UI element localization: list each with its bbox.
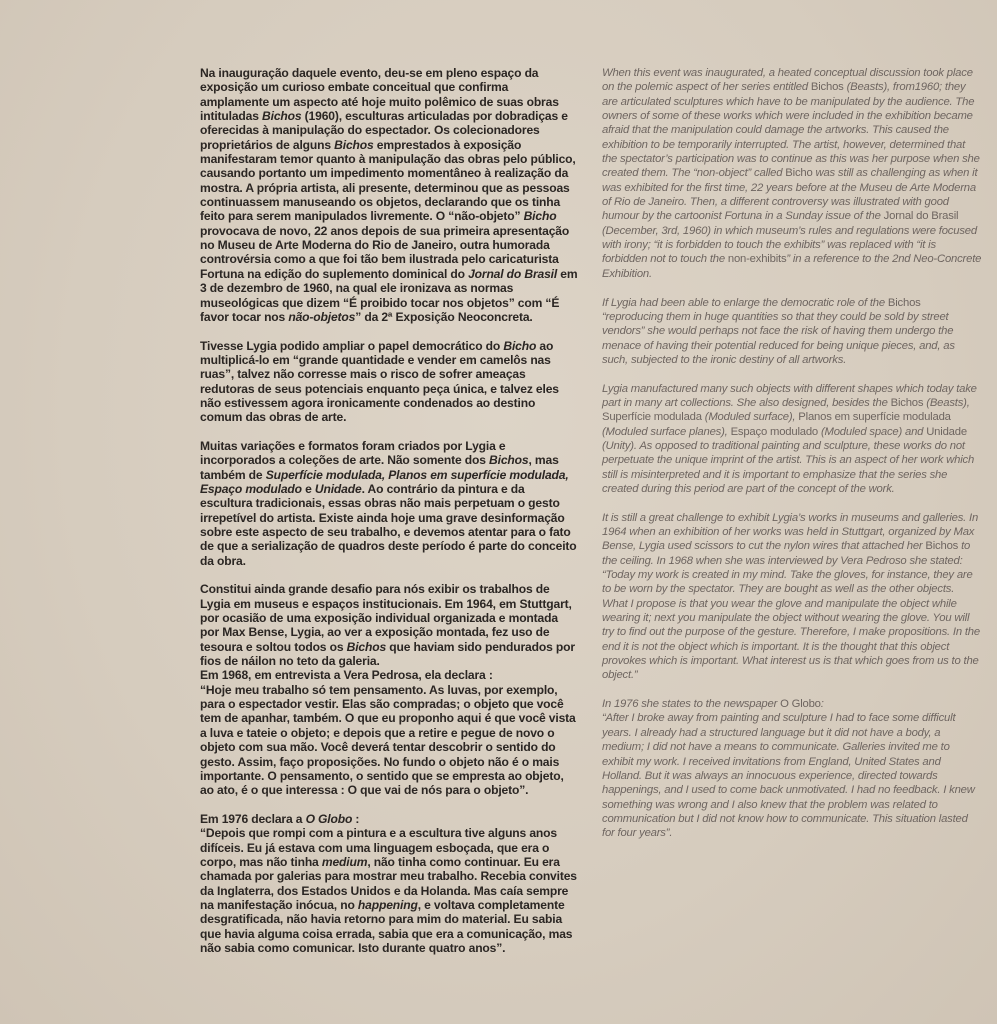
- text-run: . Ao contrário da pintura e da escultura tradicionais, essas obras não mais perpetuam o gesto irrepetível do artista. Existe ainda hoje uma grave desinformação sobre este aspecto de seu trabalho, e devemos atentar para o fato de que a serialização de quadros deste período é parte do conceito da obra.: [200, 481, 577, 568]
- text-run: If Lygia had been able to enlarge the democratic role of the: [602, 296, 888, 309]
- text-run: ao multiplicá-lo em “grande quantidade e vender em camelôs nas ruas”, talvez não corresse mais o risco de sofrer ameaças redutoras de seus potenciais enquanto peça única, e talvez eles não estivessem agora ironicamente condenados ao destino comum das obras de arte.: [200, 338, 559, 425]
- text-run: It is still a great challenge to exhibit Lygia’s works in museums and galleries. In 1964 when an exhibition of her works was held in Stuttgart, organized by Max Bense, Lygia used scissors to cut the nylon wires that attached her: [602, 511, 979, 553]
- italic-term: não-objetos: [288, 309, 356, 324]
- italic-term: Jornal do Brasil: [468, 266, 558, 281]
- pt-paragraph-2: [200, 339, 578, 425]
- italic-term: Bichos: [262, 109, 302, 124]
- text-run: (Moduled surface planes),: [602, 425, 731, 438]
- pt-paragraph-7: [200, 812, 578, 826]
- text-run: (Beasts), from1960; they are articulated sculptures which have to be manipulated by the audience. The owners of some of these works which were included in the exhibition became afraid that the manipulation could damage the artworks. This caused the exhibition to be temporarily interrupted. The artist, however, determined that the spectator’s participation was to continue as this was her purpose when she created them. The “non-object” called: [602, 81, 980, 180]
- roman-term: non-exhibits: [727, 253, 787, 266]
- en-paragraph-1: [602, 66, 982, 281]
- text-run: , e voltava completamente desgratificada, não havia retorno para mim do material. Eu sabia que havia alguma coisa errada, sabia que era a comunicação, mas não sabia como comunicar. Isto durante quatro anos”.: [200, 897, 573, 955]
- roman-term: Unidade: [926, 425, 967, 438]
- text-run: Na inauguração daquele evento, deu-se em pleno espaço da exposição um curioso embate conceitual que confirma amplamente um aspecto até hoje muito polêmico de suas obras intituladas: [200, 66, 559, 124]
- roman-term: O Globo: [780, 698, 821, 711]
- text-run: em 3 de dezembro de 1960, na qual ele ironizava as normas museológicas que dizem “É proibido tocar nos objetos” com “É favor tocar nos: [200, 266, 578, 324]
- italic-term: Bicho: [523, 209, 557, 224]
- text-run: que haviam sido pendurados por fios de náilon no teto da galeria.: [200, 639, 575, 669]
- text-run: Constitui ainda grande desafio para nós exibir os trabalhos de Lygia em museus e espaços institucionais. Em 1964, em Stuttgart, por ocasião de uma exposição individual organizada e montada por Max Bense, Lygia, ao ver a exposição montada, fez uso de tesoura e soltou todos os: [200, 582, 572, 654]
- text-run: (Moduled space) and: [818, 425, 927, 438]
- text-run: Tivesse Lygia podido ampliar o papel democrático do: [200, 338, 504, 353]
- italic-term: Bicho: [503, 338, 537, 353]
- pt-paragraph-1: [200, 66, 578, 324]
- en-paragraph-2: [602, 296, 982, 368]
- roman-term: Bichos: [925, 540, 959, 553]
- pt-paragraph-3: [200, 439, 578, 568]
- pt-paragraph-5: Em 1968, em entrevista a Vera Pedrosa, ela declara :: [200, 668, 493, 683]
- roman-term: Jornal do Brasil: [883, 210, 959, 223]
- text-run: :: [820, 698, 824, 711]
- pt-quote-1976: [200, 826, 578, 955]
- italic-term: Bichos: [489, 453, 529, 468]
- portuguese-text-column: [200, 66, 578, 970]
- text-run: Muitas variações e formatos foram criados por Lygia e incorporados a coleções de arte. Não somente dos: [200, 438, 506, 468]
- text-run: ” da 2ª Exposição Neoconcreta.: [355, 309, 533, 324]
- italic-term: medium: [321, 854, 368, 869]
- roman-term: Bichos: [810, 81, 844, 94]
- en-quote-1976: “After I broke away from painting and sculpture I had to face some difficult years. I already had a structured language but it did not have a body, a medium; I did not have a means to communicate. Galleries invited me to exhibit my work. I received invitations from England, United States and Holland. But it was always an innocuous experience, directed towards happenings, and I used to come back unmotivated. I had no feedback. I knew something was wrong and I also knew that the problem was related to communication but I did not know how to communicate. This situation lasted for four years”.: [602, 712, 975, 840]
- text-run: Lygia manufactured many such objects with different shapes which today take part in many art collections. She also designed, besides the: [602, 382, 977, 409]
- text-run: “Depois que rompi com a pintura e a escultura tive alguns anos difíceis. Eu já estava com uma linguagem esboçada, que era o corpo, mas não tinha: [200, 826, 557, 869]
- text-run: (1960), esculturas articuladas por dobradiças e oferecidas à manipulação do espectador. Os colecionadores proprietários de alguns: [200, 109, 568, 152]
- text-run: “reproducing them in huge quantities so that they could be sold by street vendors” she would perhaps not face the risk of having them undergo the menace of having their potential reduced for being unique pieces, and, as such, subjected to the ironic destiny of all artworks.: [602, 310, 955, 366]
- italic-term: Bichos: [346, 639, 387, 654]
- en-paragraph-3: [602, 382, 982, 497]
- text-run: to the ceiling. In 1968 when she was interviewed by Vera Pedroso she stated:: [602, 540, 971, 567]
- text-run: ” in a reference to the 2nd Neo-Concrete Exhibition.: [602, 253, 982, 280]
- text-run: , mas também de: [200, 453, 559, 482]
- en-paragraph-4: [602, 511, 982, 568]
- en-paragraph-6: [602, 697, 982, 711]
- pt-paragraph-4: [200, 582, 578, 668]
- roman-term: Bicho: [785, 167, 813, 180]
- text-run: e: [301, 481, 315, 496]
- english-text-column: [602, 66, 982, 855]
- text-run: In 1976 she states to the newspaper: [602, 698, 781, 711]
- text-run: (Beasts),: [923, 396, 970, 409]
- text-run: :: [352, 811, 360, 826]
- italic-term: O Globo: [305, 811, 353, 826]
- text-run: Em 1976 declara a: [200, 811, 306, 826]
- text-run: provocava de novo, 22 anos depois de sua primeira apresentação no Museu de Arte Moderna do Rio de Janeiro, outra humorada controvérsia como a que foi tão bem ilustrada pelo caricaturista Fortuna na edição do suplemento dominical do: [200, 223, 570, 281]
- text-run: (December, 3rd, 1960) in which museum’s rules and regulations were focused with irony; “it is forbidden to touch the exhibits” was replaced with “it is forbidden not to touch the: [602, 224, 977, 266]
- italic-term: Bichos: [334, 137, 374, 152]
- roman-term: Espaço modulado: [730, 425, 818, 438]
- text-run: was still as challenging as when it was exhibited for the first time, 22 years before at the Museu de Arte Moderna of Rio de Janeiro. Then, a different controversy was illustrated with good humour by the cartoonist Fortuna in a Sunday issue of the: [602, 167, 978, 223]
- en-quote-1968: “Today my work is created in my mind. Take the gloves, for instance, they are to be worn by the spectator. They are bought as well as the other objects. What I propose is that you wear the glove and manipulate the object while wearing it; next you manipulate the object without wearing the glove. You will try to find out the purpose of the gesture. Therefore, I make propositions. In the end it is not the object which is important. It is the thought that this object provokes which is important. What interest us is that which goes from us to the object.”: [602, 569, 980, 682]
- text-run: When this event was inaugurated, a heated conceptual discussion took place on the polemic aspect of her series entitled: [602, 67, 973, 94]
- italic-term: Unidade: [314, 481, 362, 496]
- italic-term: happening: [357, 897, 418, 912]
- pt-quote-1968: “Hoje meu trabalho só tem pensamento. As luvas, por exemplo, para o espectador vestir. Elas são compradas; o objeto que você tem de apanhar, também. O que eu proponho aqui é que você vista a luva e tateie o objeto; e depois que a retire e pegue de novo o objeto com sua mão. Você deverá tentar descobrir o sentido do gesto. Assim, faço proposições. No fundo o objeto não é o mais importante. O pensamento, o sentido que se empresta ao objeto, ao ato, é o que interessa : O que vai de nós para o objeto”.: [200, 682, 576, 798]
- roman-term: Planos em superfície modulada: [798, 411, 951, 424]
- text-run: (Unity). As opposed to traditional painting and sculpture, these works do not perpetuate the unique imprint of the artist. This is an aspect of her work which still is misinterpreted and it is important to emphasize that the series she created during this period are part of the concept of the work.: [602, 439, 975, 495]
- roman-term: Bichos: [887, 296, 921, 309]
- italic-term: Superfície modulada, Planos em superfície modulada, Espaço modulado: [200, 467, 569, 496]
- text-run: emprestados à exposição manifestaram temor quanto à manipulação das obras pelo público, causando portanto um impedimento momentâneo à realização da mostra. A própria artista, ali presente, determinou que as pessoas continuassem manuseando os objetos, declarando que os tinha feito para serem manipulados livremente. O “não-objeto”: [200, 137, 576, 224]
- roman-term: Bichos: [890, 396, 924, 409]
- roman-term: Superfície modulada: [602, 411, 702, 424]
- text-run: , não tinha como continuar. Eu era chamada por galerias para mostrar meu trabalho. Recebia convites da Inglaterra, dos Estados Unidos e da Holanda. Mas caía sempre na manifestação inócua, no: [200, 854, 577, 912]
- text-run: (Moduled surface),: [701, 411, 799, 424]
